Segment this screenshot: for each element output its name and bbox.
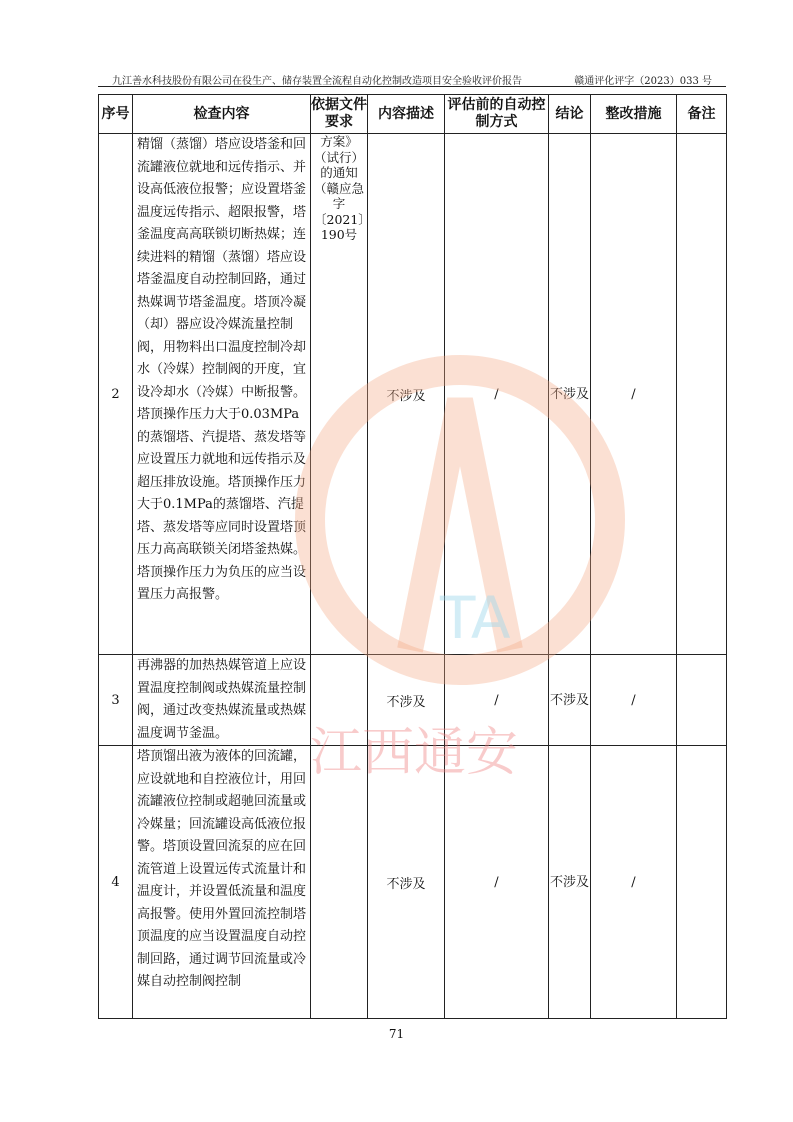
watermark-company: 江西通安 xyxy=(310,723,519,780)
row-serial: 4 xyxy=(99,746,133,1019)
row-conclusion: 不涉及 xyxy=(549,655,591,746)
row-remarks xyxy=(677,134,727,655)
report-number: 赣通评化评字（2023）033 号 xyxy=(574,76,712,87)
row-conclusion: 不涉及 xyxy=(549,134,591,655)
table-row xyxy=(99,746,727,1019)
row-measures: / xyxy=(591,134,677,655)
row-conclusion: 不涉及 xyxy=(549,746,591,1019)
row-check-content: 精馏（蒸馏）塔应设塔釜和回流罐液位就地和远传指示、并设高低液位报警；应设置塔釜温度远传指示、超限报警，塔釜温度高高联锁切断热媒；连续进料的精馏（蒸馏）塔应设塔釜温度自动控制回路，通过热媒调节塔釜温度。塔顶冷凝（却）器应设冷媒流量控制阀，用物料出口温度控制冷却水（冷媒）控制阀的开度，宜设冷却水（冷媒）中断报警。塔顶操作压力大于0.03MPa的蒸馏塔、汽提塔、蒸发塔等应设置压力就地和远传指示及超压排放设施。塔顶操作压力大于0.1MPa的蒸馏塔、汽提塔、蒸发塔等应同时设置塔顶压力高高联锁关闭塔釜热媒。塔顶操作压力为负压的应当设置压力高报警。 xyxy=(133,134,311,655)
header-measures: 整改措施 xyxy=(591,95,677,134)
watermark-letters: TA xyxy=(440,584,511,652)
row-remarks xyxy=(677,746,727,1019)
row-description: 不涉及 xyxy=(368,655,445,746)
header-remarks: 备注 xyxy=(677,95,727,134)
header-prior-control: 评估前的自动控制方式 xyxy=(445,95,549,134)
row-check-content: 再沸器的加热热媒管道上应设置温度控制阀或热媒流量控制阀，通过改变热媒流量或热媒温度调节釜温。 xyxy=(133,655,311,746)
table-header-row xyxy=(99,95,727,134)
row-basis xyxy=(311,746,368,1019)
row-check-content: 塔顶馏出液为液体的回流罐，应设就地和自控液位计，用回流罐液位控制或超驰回流量或冷媒量；回流罐设高低液位报警。塔顶设置回流泵的应在回流管道上设置远传式流量计和温度计，并设置低流量和温度高报警。使用外置回流控制塔顶温度的应当设置温度自动控制回路，通过调节回流量或冷媒自动控制阀控制 xyxy=(133,746,311,1019)
row-prior-control: / xyxy=(445,134,549,655)
row-basis: 方案》（试行）的通知（赣应急字〔2021〕190号 xyxy=(311,134,368,655)
header-basis: 依据文件要求 xyxy=(311,95,368,134)
table-row xyxy=(99,655,727,746)
row-basis xyxy=(311,655,368,746)
row-prior-control: / xyxy=(445,746,549,1019)
row-remarks xyxy=(677,655,727,746)
row-prior-control: / xyxy=(445,655,549,746)
row-description: 不涉及 xyxy=(368,134,445,655)
page-header xyxy=(98,70,726,87)
header-description: 内容描述 xyxy=(368,95,445,134)
inspection-table xyxy=(98,94,727,1019)
page-number: 71 xyxy=(388,1027,405,1041)
table-row xyxy=(99,134,727,655)
report-title: 九江善水科技股份有限公司在役生产、储存装置全流程自动化控制改造项目安全验收评价报告 xyxy=(112,76,522,87)
header-check-content: 检查内容 xyxy=(133,95,311,134)
header-conclusion: 结论 xyxy=(549,95,591,134)
row-description: 不涉及 xyxy=(368,746,445,1019)
header-serial: 序号 xyxy=(99,95,133,134)
row-serial: 3 xyxy=(99,655,133,746)
row-measures: / xyxy=(591,746,677,1019)
row-serial: 2 xyxy=(99,134,133,655)
row-measures: / xyxy=(591,655,677,746)
